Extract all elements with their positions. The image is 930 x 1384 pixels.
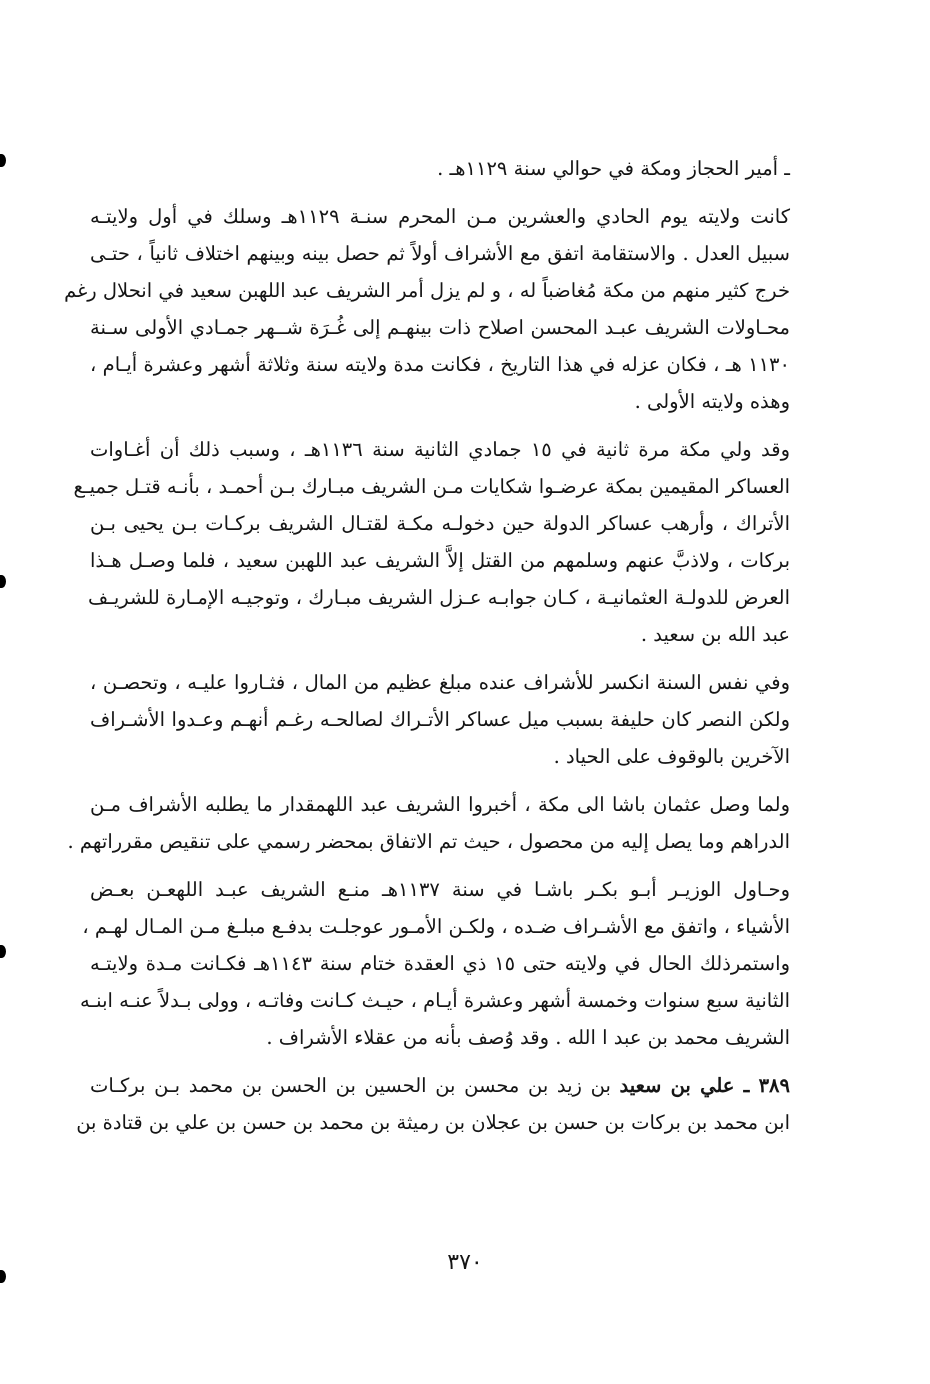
- text-line: العساكر المقيمين بمكة عرضـوا شكايات مـن الشريف مبـارك بـن أحمـد ، بأنـه قتـل جميـع: [73, 475, 790, 498]
- binding-mark: [0, 945, 6, 958]
- text-line: بركات ، ولاذبَّ عنهم وسلمهم من القتل إلاَّ الشريف عبد اللهبن سعيد ، فلما وصـل هـذا: [90, 549, 790, 572]
- text-line: الآخرين بالوقوف على الحياد .: [553, 745, 790, 768]
- paragraph: [73, 431, 790, 653]
- entry-heading: ٣٨٩ ـ علي بن سعيد: [619, 1074, 790, 1097]
- text-line: سبيل العدل . والاستقامة اتفق مع الأشراف أولاً ثم حصل بينه وبينهم اختلاف ثانياً ، حتـى: [90, 242, 790, 265]
- paragraph: [90, 150, 790, 187]
- text-line: ولما وصل عثمان باشا الى مكة ، أخبروا الشريف عبد اللهمقدار ما يطلبه الأشراف مـن: [90, 793, 790, 816]
- binding-mark: [0, 575, 6, 588]
- text-line: الدراهم وما يصل إليه من محصول ، حيث تم الاتفاق بمحضر رسمي على تنقيص مقرراتهم .: [67, 830, 790, 853]
- text-line: ابن محمد بن بركات بن حسن بن عجلان بن رميثة بن محمد بن حسن بن علي بن قتادة بن: [76, 1111, 790, 1134]
- entry-text: بن زيد بن محسن بن الحسين بن الحسن بن محمد بـن بركـات: [90, 1074, 620, 1097]
- text-line: الأشياء ، واتفق مع الأشـراف ضـده ، ولكـن الأمـور عوجلـت بدفـع مبلـغ مـن المـال لهـم ،: [82, 915, 790, 938]
- paragraph: [67, 786, 790, 860]
- paragraph: [80, 871, 790, 1056]
- text-line: ١١٣٠ هـ ، فكان عزله في هذا التاريخ ، فكانت مدة ولايته سنة وثلاثة أشهر وعشرة أيـام ،: [90, 353, 790, 376]
- text-line: كانت ولايته يوم الحادي والعشرين مـن المحرم سنـة ١١٢٩هـ وسلك في أول ولايتـه: [90, 205, 791, 228]
- entry-paragraph: [76, 1067, 790, 1141]
- text-line: وحـاول الوزيـر أبـو بكـر باشـا في سنة ١١٣٧هـ منـع الشريف عبـد اللهعـن بعـض: [90, 878, 790, 901]
- text-line: عبد الله بن سعيد .: [640, 623, 790, 646]
- text-line: محـاولات الشريف عبـد المحسن اصلاح ذات بينهـم إلى غُـرَة شــهر جمـادي الأولى سـنة: [90, 316, 790, 339]
- text-line: ولكن النصر كان حليفة بسبب ميل عساكر الأتـراك لصالحـه رغـم أنهـم وعـدوا الأشـراف: [90, 708, 790, 731]
- text-line: خرج كثير منهم من مكة مُغاضباً له ، و لم يزل أمر الشريف عبد اللهبن سعيد في انحلال رغم: [64, 279, 790, 302]
- paragraph: [64, 198, 791, 420]
- text-line: وقد ولي مكة مرة ثانية في ١٥ جمادي الثانية سنة ١١٣٦هـ ، وسبب ذلك أن أغـاوات: [90, 438, 790, 461]
- entry-first-line: [90, 1067, 790, 1104]
- page-body: [64, 150, 791, 1141]
- binding-mark: [0, 1270, 6, 1283]
- text-line: ـ أمير الحجاز ومكة في حوالي سنة ١١٢٩هـ .: [437, 157, 790, 180]
- text-line: وهذه ولايته الأولى .: [634, 390, 790, 413]
- text-line: الأتراك ، وأرهب عساكر الدولة حين دخولـه مكـة لقتـال الشريف بركـات بـن يحيى بـن: [90, 512, 790, 535]
- text-line: واستمرذلك الحال في ولايته حتى ١٥ ذي العقدة ختام سنة ١١٤٣هـ فكـانت مـدة ولايتـه: [90, 952, 790, 975]
- text-line: الثانية سبع سنوات وخمسة أشهر وعشرة أيـام ، حيـث كـانت وفاتـه ، وولى بـدلاً عنـه ابنـه: [80, 989, 790, 1012]
- page-number: ٣٧٠: [447, 1250, 483, 1275]
- binding-mark: [0, 154, 6, 167]
- text-line: العرض للدولـة العثمانيـة ، كـان جوابـه عـزل الشريف مبـارك ، وتوجيـه الإمـارة للشريـف: [87, 586, 790, 609]
- text-line: وفي نفس السنة انكسر للأشراف عنده مبلغ عظيم من المال ، فثـاروا عليـه ، وتحصـن ،: [90, 671, 790, 694]
- text-line: الشريف محمد بن عبد ا الله . وقد وُصف بأنه من عقلاء الأشراف .: [266, 1026, 790, 1049]
- paragraph: [90, 664, 790, 775]
